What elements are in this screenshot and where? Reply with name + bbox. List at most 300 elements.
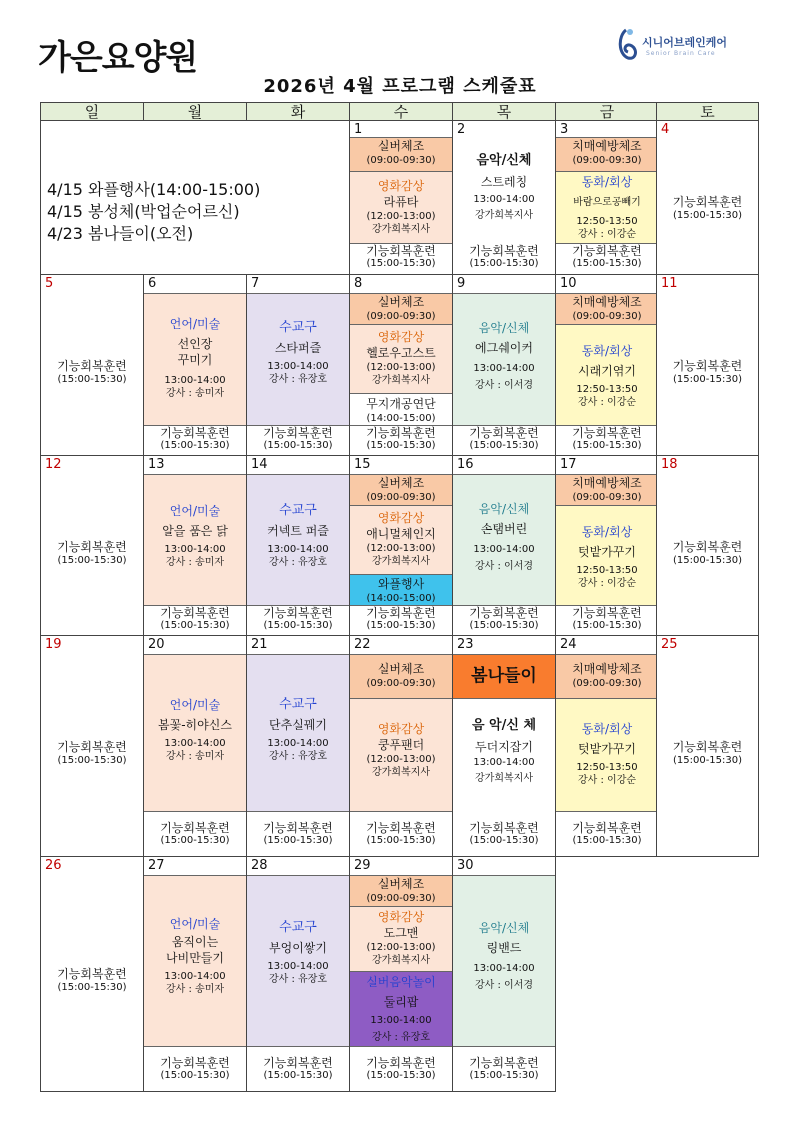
date-number: 4 — [661, 122, 670, 137]
program-title: 무지개공연단 — [366, 397, 436, 411]
date-number: 23 — [457, 637, 474, 652]
rehab-text: 기능회복훈련 — [572, 821, 642, 835]
rehab-label — [453, 245, 555, 269]
rehab-time: (15:00-15:30) — [572, 440, 642, 451]
rehab-time: (15:00-15:30) — [672, 755, 743, 766]
rehab-text: 기능회복훈련 — [57, 359, 127, 373]
day-cell-10 — [555, 274, 659, 456]
program-title: 알을 품은 닭 — [162, 524, 228, 538]
rehab-text: 기능회복훈련 — [672, 195, 743, 209]
program-waffle — [349, 574, 453, 606]
program-time: (12:00-13:00) — [366, 942, 436, 953]
program-music — [453, 718, 555, 786]
date-number: 16 — [457, 457, 474, 472]
rehab-text: 기능회복훈련 — [672, 359, 743, 373]
date-number: 17 — [560, 457, 577, 472]
date-number: 9 — [457, 276, 466, 291]
program-music-play — [349, 971, 453, 1047]
program-music — [453, 153, 555, 223]
program-movie — [349, 505, 453, 575]
date-number: 26 — [45, 858, 62, 873]
rehab-text: 기능회복훈련 — [366, 821, 436, 835]
program-time: 13:00-14:00 — [473, 544, 535, 555]
program-time: (09:00-09:30) — [572, 311, 642, 322]
program-time: 13:00-14:00 — [267, 361, 329, 372]
rehab-time: (15:00-15:30) — [672, 210, 743, 221]
program-label: 치매예방체조 — [572, 476, 642, 490]
rehab-time: (15:00-15:30) — [469, 440, 539, 451]
weekday-sat: 토 — [656, 102, 759, 121]
program-teacher: 강가희복지사 — [372, 375, 430, 386]
program-time: (09:00-09:30) — [572, 492, 642, 503]
day-cell-6 — [143, 274, 247, 456]
program-title: 선인장 — [177, 337, 213, 351]
rehab-time: (15:00-15:30) — [263, 620, 333, 631]
program-silver — [349, 654, 453, 699]
program-category: 음 악/신 체 — [471, 718, 537, 733]
rehab-text: 기능회복훈련 — [366, 244, 436, 258]
date-number: 30 — [457, 858, 474, 873]
rehab-time: (15:00-15:30) — [263, 1070, 333, 1081]
day-cell-12 — [40, 455, 144, 636]
program-title: 와플행사 — [377, 577, 425, 591]
program-category: 음악/신체 — [476, 153, 532, 168]
rehab-label — [657, 359, 758, 387]
program-time: (14:00-15:00) — [366, 413, 436, 424]
program-movie — [349, 324, 453, 394]
program-time: 13:00-14:00 — [267, 961, 329, 972]
rehab-time: (15:00-15:30) — [469, 835, 539, 846]
weekday-mon: 월 — [143, 102, 247, 121]
program-teacher: 강사 : 유장호 — [268, 374, 328, 385]
program-teacher: 강사 : 송미자 — [165, 557, 225, 568]
program-label: 치매예방체조 — [572, 139, 642, 153]
rehab-label — [41, 740, 143, 768]
program-category: 언어/미술 — [169, 917, 221, 931]
program-music — [452, 293, 556, 426]
program-lang — [143, 875, 247, 1047]
program-teacher: 강사 : 이강순 — [577, 775, 637, 786]
program-teacher: 강사 : 이강순 — [577, 229, 637, 240]
program-category: 동화/회상 — [581, 344, 633, 358]
program-label: 실버체조 — [377, 877, 425, 891]
rehab-label — [453, 607, 555, 631]
program-label: 실버체조 — [377, 295, 425, 309]
events-box — [40, 120, 350, 275]
rehab-label — [144, 1057, 246, 1081]
program-sport — [246, 875, 350, 1047]
rehab-time: (15:00-15:30) — [263, 440, 333, 451]
date-number: 27 — [148, 858, 165, 873]
rehab-label — [453, 822, 555, 846]
program-teacher: 강사 : 송미자 — [165, 984, 225, 995]
rehab-text: 기능회복훈련 — [366, 426, 436, 440]
program-category: 언어/미술 — [169, 698, 221, 712]
program-sport — [246, 474, 350, 606]
rehab-time: (15:00-15:30) — [469, 258, 539, 269]
rehab-text: 기능회복훈련 — [160, 426, 230, 440]
program-label: 실버체조 — [377, 476, 425, 490]
program-title: 텃밭가꾸기 — [578, 545, 636, 559]
day-cell-25 — [656, 635, 759, 857]
rehab-text: 기능회복훈련 — [469, 606, 539, 620]
rehab-text: 기능회복훈련 — [263, 426, 333, 440]
program-teacher: 강사 : 유장호 — [268, 751, 328, 762]
program-teacher: 강사 : 이서경 — [474, 380, 534, 391]
weekday-tue: 화 — [246, 102, 350, 121]
program-category: 동화/회상 — [581, 175, 633, 189]
date-number: 8 — [354, 276, 363, 291]
program-title: 봄나들이 — [471, 666, 537, 686]
day-cell-24 — [555, 635, 659, 857]
program-title: 나비만들기 — [166, 951, 224, 965]
date-number: 10 — [560, 276, 577, 291]
event-item: 4/23 봄나들이(오전) — [47, 224, 194, 243]
rehab-label — [350, 822, 452, 846]
rehab-text: 기능회복훈련 — [366, 606, 436, 620]
program-teacher: 강가희복지사 — [372, 224, 430, 235]
program-category: 음악/신체 — [478, 921, 530, 935]
weekday-sun: 일 — [40, 102, 144, 121]
program-title: 움직이는 — [171, 935, 219, 949]
program-title: 헬로우고스트 — [366, 346, 436, 360]
program-category: 수교구 — [279, 697, 317, 712]
program-title: 라퓨타 — [383, 195, 419, 209]
program-fairy — [555, 324, 659, 426]
program-silver — [349, 875, 453, 907]
program-time: 13:00-14:00 — [164, 375, 226, 386]
program-category: 수교구 — [279, 320, 317, 335]
program-lang — [143, 293, 247, 426]
weekday-thu: 목 — [452, 102, 556, 121]
program-title: 손탬버린 — [480, 522, 528, 536]
program-title: 스트레칭 — [480, 175, 528, 189]
program-title: 텃밭가꾸기 — [578, 742, 636, 756]
program-time: (09:00-09:30) — [572, 678, 642, 689]
program-title: 두더지잡기 — [475, 740, 533, 754]
rehab-text: 기능회복훈련 — [672, 540, 743, 554]
day-cell-2 — [452, 120, 556, 275]
program-label: 실버체조 — [377, 662, 425, 676]
day-cell-19 — [40, 635, 144, 857]
rehab-text: 기능회복훈련 — [469, 821, 539, 835]
program-time: (09:00-09:30) — [366, 492, 436, 503]
program-category: 영화감상 — [377, 910, 425, 924]
schedule-title: 2026년 4월 프로그램 스케줄표 — [263, 76, 537, 97]
rehab-label — [144, 427, 246, 451]
rehab-label — [144, 607, 246, 631]
day-cell-14 — [246, 455, 350, 636]
rehab-text: 기능회복훈련 — [57, 740, 127, 754]
rehab-text: 기능회복훈련 — [263, 1056, 333, 1070]
rehab-label — [247, 822, 349, 846]
rehab-time: (15:00-15:30) — [57, 982, 127, 993]
program-time: 13:00-14:00 — [473, 757, 535, 768]
date-number: 28 — [251, 858, 268, 873]
rehab-label — [453, 1057, 555, 1081]
day-cell-5 — [40, 274, 144, 456]
program-silver — [349, 474, 453, 506]
program-title: 도그맨 — [383, 926, 419, 940]
program-time: 13:00-14:00 — [473, 363, 535, 374]
program-label: 치매예방체조 — [572, 662, 642, 676]
page-title: 가은요양원 — [38, 38, 198, 78]
program-title: 둘리팝 — [383, 995, 419, 1009]
program-title: 꾸미기 — [177, 353, 213, 367]
program-teacher: 강가희복지사 — [372, 556, 430, 567]
rehab-text: 기능회복훈련 — [160, 606, 230, 620]
rehab-label — [41, 967, 143, 995]
program-title: 애니멀체인지 — [366, 527, 436, 541]
date-number: 5 — [45, 276, 54, 291]
rehab-time: (15:00-15:30) — [572, 620, 642, 631]
rehab-label — [144, 822, 246, 846]
program-teacher: 강사 : 송미자 — [165, 388, 225, 399]
program-label: 치매예방체조 — [572, 295, 642, 309]
program-time: (14:00-15:00) — [366, 593, 436, 604]
brain-logo-icon — [612, 26, 642, 66]
date-number: 1 — [354, 122, 363, 137]
program-category: 언어/미술 — [169, 317, 221, 331]
program-category: 영화감상 — [377, 511, 425, 525]
program-lang — [143, 474, 247, 606]
program-teacher: 강사 : 이강순 — [577, 578, 637, 589]
date-number: 13 — [148, 457, 165, 472]
date-number: 6 — [148, 276, 157, 291]
program-time: (09:00-09:30) — [366, 893, 436, 904]
day-cell-21 — [246, 635, 350, 857]
program-time: 12:50-13:50 — [576, 565, 638, 576]
rehab-label — [350, 245, 452, 269]
rehab-time: (15:00-15:30) — [672, 555, 743, 566]
program-teacher: 강사 : 이강순 — [577, 397, 637, 408]
date-number: 24 — [560, 637, 577, 652]
rehab-time: (15:00-15:30) — [160, 1070, 230, 1081]
rehab-label — [556, 822, 658, 846]
rehab-label — [556, 245, 658, 269]
program-title: 부엉이쌓기 — [269, 941, 327, 955]
program-teacher: 강가희복지사 — [475, 210, 533, 221]
date-number: 11 — [661, 276, 678, 291]
date-number: 29 — [354, 858, 371, 873]
day-cell-22 — [349, 635, 453, 857]
program-dementia — [555, 654, 659, 699]
rehab-label — [41, 540, 143, 568]
program-time: (12:00-13:00) — [366, 754, 436, 765]
program-dementia — [555, 293, 659, 325]
day-cell-4 — [656, 120, 759, 275]
program-teacher: 강사 : 송미자 — [165, 751, 225, 762]
program-music — [452, 875, 556, 1047]
rehab-text: 기능회복훈련 — [469, 244, 539, 258]
day-cell-28 — [246, 856, 350, 1092]
program-teacher: 강가희복지사 — [475, 773, 533, 784]
program-fairy — [555, 505, 659, 606]
rehab-time: (15:00-15:30) — [366, 440, 436, 451]
program-title: 시래기엮기 — [578, 364, 636, 378]
program-movie — [349, 171, 453, 244]
program-teacher: 강사 : 유장호 — [268, 557, 328, 568]
weekday-fri: 금 — [555, 102, 659, 121]
program-title: 봄꽃-히야신스 — [158, 718, 232, 732]
program-sport — [246, 654, 350, 812]
program-time: 12:50-13:50 — [576, 216, 638, 227]
rehab-text: 기능회복훈련 — [469, 426, 539, 440]
program-title: 에그쉐이커 — [475, 341, 533, 355]
date-number: 25 — [661, 637, 678, 652]
rehab-time: (15:00-15:30) — [160, 440, 230, 451]
program-category: 수교구 — [279, 503, 317, 518]
program-category: 영화감상 — [377, 179, 425, 193]
rehab-time: (15:00-15:30) — [160, 620, 230, 631]
program-teacher: 강가희복지사 — [372, 955, 430, 966]
program-dementia — [555, 137, 659, 172]
rehab-time: (15:00-15:30) — [57, 755, 127, 766]
program-silver — [349, 293, 453, 325]
rehab-text: 기능회복훈련 — [263, 606, 333, 620]
program-picnic — [452, 654, 556, 699]
program-title: 바람으로공빼기 — [573, 197, 641, 208]
day-cell-26 — [40, 856, 144, 1092]
day-cell-30 — [452, 856, 556, 1092]
weekday-wed: 수 — [349, 102, 453, 121]
program-time: (09:00-09:30) — [572, 155, 642, 166]
day-cell-29 — [349, 856, 453, 1092]
program-category: 음악/신체 — [478, 502, 530, 516]
rehab-text: 기능회복훈련 — [160, 1056, 230, 1070]
rehab-text: 기능회복훈련 — [469, 1056, 539, 1070]
rehab-text: 기능회복훈련 — [572, 606, 642, 620]
day-cell-7 — [246, 274, 350, 456]
day-cell-23 — [452, 635, 556, 857]
rehab-label — [350, 607, 452, 631]
day-cell-17 — [555, 455, 659, 636]
date-number: 22 — [354, 637, 371, 652]
program-category: 영화감상 — [377, 330, 425, 344]
date-number: 3 — [560, 122, 569, 137]
program-time: 12:50-13:50 — [576, 762, 638, 773]
program-time: (12:00-13:00) — [366, 543, 436, 554]
program-time: 13:00-14:00 — [164, 738, 226, 749]
rehab-label — [41, 359, 143, 387]
logo-sub-text: Senior Brain Care — [646, 50, 716, 57]
program-category: 언어/미술 — [169, 504, 221, 518]
rehab-text: 기능회복훈련 — [160, 821, 230, 835]
logo-brand-text: 시니어브레인케어 — [642, 36, 728, 49]
program-teacher: 강가희복지사 — [372, 767, 430, 778]
rehab-time: (15:00-15:30) — [572, 835, 642, 846]
rehab-label — [657, 195, 758, 223]
program-title: 쿵푸팬더 — [377, 738, 425, 752]
rehab-label — [657, 740, 758, 768]
date-number: 18 — [661, 457, 678, 472]
event-item: 4/15 와플행사(14:00-15:00) — [47, 180, 261, 199]
rehab-label — [657, 540, 758, 568]
day-cell-27 — [143, 856, 247, 1092]
date-number: 20 — [148, 637, 165, 652]
rehab-time: (15:00-15:30) — [366, 1070, 436, 1081]
event-item: 4/15 봉성체(박업순어르신) — [47, 202, 240, 221]
rehab-label — [556, 427, 658, 451]
rehab-label — [556, 607, 658, 631]
program-title: 스타퍼즐 — [274, 341, 322, 355]
program-time: 12:50-13:50 — [576, 384, 638, 395]
program-fairy — [555, 171, 659, 244]
program-teacher: 강사 : 이서경 — [474, 980, 534, 991]
program-time: (09:00-09:30) — [366, 678, 436, 689]
rehab-time: (15:00-15:30) — [469, 1070, 539, 1081]
day-cell-16 — [452, 455, 556, 636]
date-number: 2 — [457, 122, 466, 137]
day-cell-3 — [555, 120, 659, 275]
calendar-grid — [40, 102, 759, 1092]
rehab-text: 기능회복훈련 — [57, 540, 127, 554]
rehab-time: (15:00-15:30) — [366, 620, 436, 631]
program-time: 13:00-14:00 — [267, 738, 329, 749]
program-time: 13:00-14:00 — [473, 194, 535, 205]
day-cell-11 — [656, 274, 759, 456]
rehab-text: 기능회복훈련 — [672, 740, 743, 754]
program-lang — [143, 654, 247, 812]
date-number: 15 — [354, 457, 371, 472]
event-list — [47, 179, 260, 245]
date-number: 14 — [251, 457, 268, 472]
rehab-label — [350, 1057, 452, 1081]
program-time: (12:00-13:00) — [366, 362, 436, 373]
day-cell-13 — [143, 455, 247, 636]
program-time: (09:00-09:30) — [366, 311, 436, 322]
day-cell-18 — [656, 455, 759, 636]
program-category: 실버음악놀이 — [366, 975, 436, 989]
rehab-time: (15:00-15:30) — [263, 835, 333, 846]
day-cell-20 — [143, 635, 247, 857]
rehab-text: 기능회복훈련 — [366, 1056, 436, 1070]
rehab-time: (15:00-15:30) — [469, 620, 539, 631]
program-movie — [349, 698, 453, 812]
program-category: 동화/회상 — [581, 525, 633, 539]
day-cell-8 — [349, 274, 453, 456]
rehab-label — [247, 607, 349, 631]
program-silver — [349, 137, 453, 172]
rehab-text: 기능회복훈련 — [57, 967, 127, 981]
rehab-time: (15:00-15:30) — [57, 374, 127, 385]
program-concert — [349, 393, 453, 426]
logo — [612, 26, 782, 66]
rehab-time: (15:00-15:30) — [57, 555, 127, 566]
day-cell-9 — [452, 274, 556, 456]
program-category: 음악/신체 — [478, 321, 530, 335]
program-time: 13:00-14:00 — [164, 971, 226, 982]
rehab-time: (15:00-15:30) — [160, 835, 230, 846]
program-teacher: 강사 : 이서경 — [474, 561, 534, 572]
program-movie — [349, 906, 453, 972]
day-cell-1 — [349, 120, 453, 275]
rehab-text: 기능회복훈련 — [572, 426, 642, 440]
rehab-time: (15:00-15:30) — [572, 258, 642, 269]
program-time: 13:00-14:00 — [164, 544, 226, 555]
rehab-time: (15:00-15:30) — [366, 258, 436, 269]
program-music — [452, 474, 556, 606]
program-sport — [246, 293, 350, 426]
program-time: (12:00-13:00) — [366, 211, 436, 222]
program-title: 링밴드 — [486, 941, 522, 955]
program-time: (09:00-09:30) — [366, 155, 436, 166]
program-title: 단추실꿰기 — [269, 718, 327, 732]
rehab-label — [247, 427, 349, 451]
rehab-label — [453, 427, 555, 451]
program-time: 13:00-14:00 — [370, 1015, 432, 1026]
program-time: 13:00-14:00 — [267, 544, 329, 555]
